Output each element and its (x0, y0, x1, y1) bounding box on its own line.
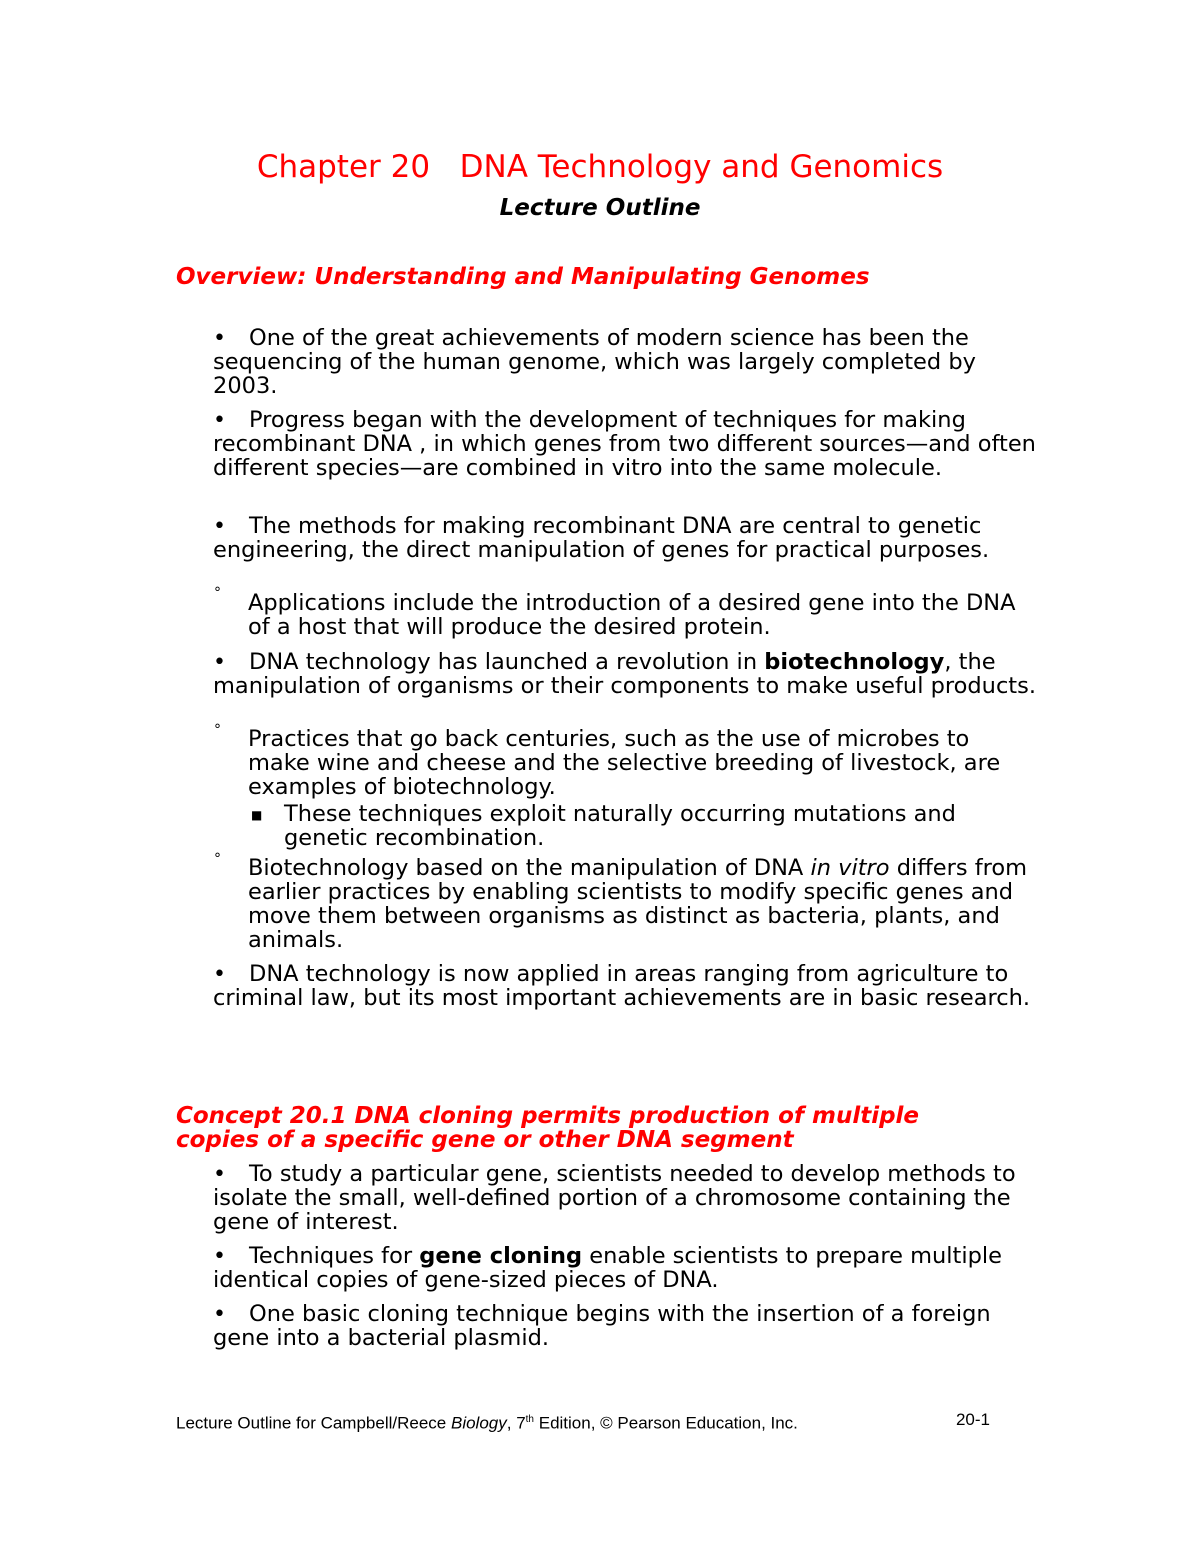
term-gene-cloning: gene cloning (419, 1243, 583, 1269)
sub-bullet-icon: ° (214, 722, 221, 738)
chapter-name: DNA Technology and Genomics (459, 149, 944, 185)
concept-paragraph-2: Techniques for gene cloning enable scientists to prepare multiple identical copies of gene-sized pieces of DNA. (213, 1243, 1002, 1293)
overview-paragraph-3: The methods for making recombinant DNA are central to genetic engineering, the direct manipulation of genes for practical purposes. (213, 513, 990, 563)
concept-paragraph-1: To study a particular gene, scientists needed to develop methods to isolate the small, well-defined portion of a chromosome containing the gene of interest. (213, 1161, 1016, 1235)
overview-paragraph-1: One of the great achievements of modern science has been the sequencing of the human genome, which was largely completed by 2003. (213, 325, 976, 399)
bullet-icon: • (213, 408, 226, 433)
sub-bullet-icon: ° (214, 585, 221, 601)
bullet-icon: • (213, 962, 226, 987)
page-number: 20-1 (955, 1410, 990, 1429)
bullet-icon: • (213, 1162, 226, 1187)
overview-paragraph-5: DNA technology is now applied in areas ranging from agriculture to criminal law, but its most important achievements are in basic research. (213, 961, 1031, 1011)
bullet-icon: • (213, 650, 226, 675)
overview-paragraph-2: Progress began with the development of techniques for making recombinant DNA , in which genes from two different sources—and often different species—are combined in vitro into the same molecule. (213, 407, 1036, 481)
overview-subparagraph-4b: Biotechnology based on the manipulation of DNA in vitro differs from earlier practices by enabling scientists to modify specific genes and move them between organisms as distinct as bacteria, plants, and animals. (248, 855, 1028, 953)
footer-citation: Lecture Outline for Campbell/Reece Biology, 7th Edition, © Pearson Education, Inc. (176, 1413, 798, 1433)
chapter-number: Chapter 20 (256, 149, 431, 185)
bullet-icon: • (213, 326, 226, 351)
square-bullet-icon: ■ (251, 808, 263, 822)
bullet-icon: • (213, 1302, 226, 1327)
concept-heading: Concept 20.1 DNA cloning permits production of multiple copies of a specific gene or other DNA segment (176, 1103, 920, 1153)
overview-paragraph-4: DNA technology has launched a revolution in biotechnology, the manipulation of organisms or their components to make useful products. (213, 649, 1037, 699)
term-biotechnology: biotechnology (764, 649, 945, 675)
concept-paragraph-3: One basic cloning technique begins with the insertion of a foreign gene into a bacterial plasmid. (213, 1301, 991, 1351)
overview-heading: Overview: Understanding and Manipulating Genomes (176, 264, 870, 290)
overview-subparagraph-3a: Applications include the introduction of a desired gene into the DNA of a host that will produce the desired protein. (248, 590, 1016, 640)
lecture-outline-subtitle: Lecture Outline (499, 195, 701, 221)
chapter-title (0, 148, 1200, 186)
bullet-icon: • (213, 514, 226, 539)
sub-bullet-icon: ° (214, 851, 221, 867)
page-footer (176, 1405, 996, 1435)
overview-subparagraph-4a: Practices that go back centuries, such as the use of microbes to make wine and cheese and the selective breeding of livestock, are examples of biotechnology. (248, 726, 1001, 800)
overview-subparagraph-4a1: These techniques exploit naturally occurring mutations and genetic recombination. (284, 801, 956, 851)
bullet-icon: • (213, 1244, 226, 1269)
